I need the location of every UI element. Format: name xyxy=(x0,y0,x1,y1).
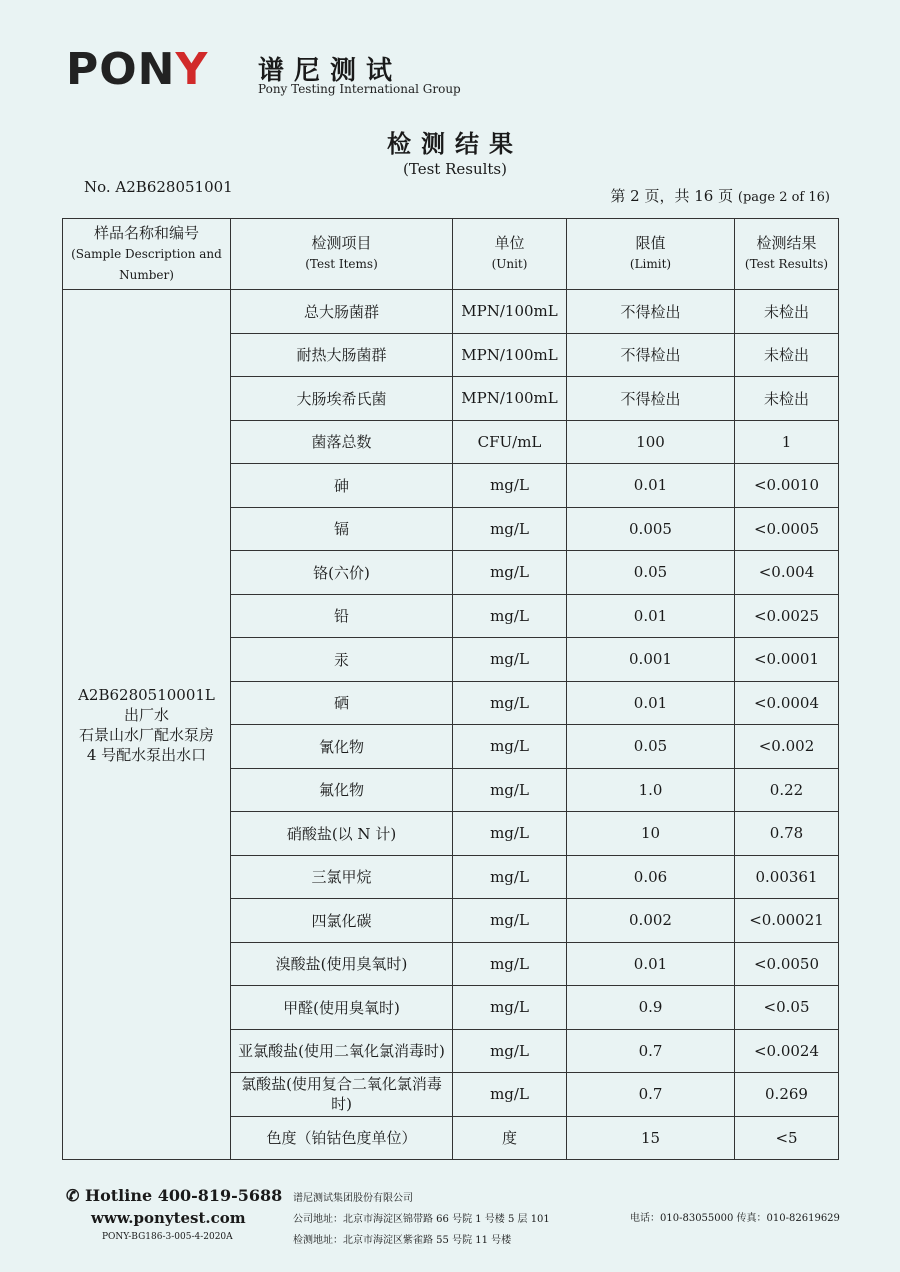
limit: 0.06 xyxy=(567,855,735,899)
test-item: 色度（铂钴色度单位） xyxy=(231,1116,453,1160)
result: 未检出 xyxy=(735,290,839,334)
result: <0.0001 xyxy=(735,638,839,682)
test-item: 耐热大肠菌群 xyxy=(231,333,453,377)
phone-fax: 电话：010-83055000 传真：010-82619629 xyxy=(630,1213,840,1224)
lab-address: 检测地址：北京市海淀区紫雀路 55 号院 11 号楼 xyxy=(293,1235,512,1246)
test-item: 氯酸盐(使用复合二氧化氯消毒时) xyxy=(231,1073,453,1117)
page-indicator xyxy=(610,185,830,206)
test-item: 汞 xyxy=(231,638,453,682)
header-sample-cn: 样品名称和编号 xyxy=(93,223,199,242)
unit: mg/L xyxy=(453,464,567,508)
table-row xyxy=(63,290,839,334)
limit: 0.7 xyxy=(567,1029,735,1073)
company-name: 谱尼测试集团股份有限公司 xyxy=(293,1193,413,1204)
header-unit-cn: 单位 xyxy=(494,234,525,252)
table-header-row xyxy=(63,219,839,290)
limit: 0.01 xyxy=(567,464,735,508)
unit: MPN/100mL xyxy=(453,333,567,377)
test-item: 氟化物 xyxy=(231,768,453,812)
result: 0.78 xyxy=(735,812,839,856)
limit: 100 xyxy=(567,420,735,464)
limit: 0.9 xyxy=(567,986,735,1030)
unit: mg/L xyxy=(453,1029,567,1073)
unit: 度 xyxy=(453,1116,567,1160)
phone-icon: ✆ xyxy=(66,1186,80,1205)
unit: mg/L xyxy=(453,899,567,943)
unit: mg/L xyxy=(453,812,567,856)
header-sample-en: (Sample Description and Number) xyxy=(71,246,222,282)
test-item: 氰化物 xyxy=(231,725,453,769)
test-item: 镉 xyxy=(231,507,453,551)
page-indicator-en: (page 2 of 16) xyxy=(737,190,830,205)
company-address: 公司地址：北京市海淀区锦带路 66 号院 1 号楼 5 层 101 xyxy=(293,1214,550,1225)
header-limit xyxy=(567,219,735,290)
company-logo xyxy=(66,44,209,95)
result: <0.0010 xyxy=(735,464,839,508)
result: <0.0050 xyxy=(735,942,839,986)
hotline xyxy=(66,1186,282,1205)
unit: MPN/100mL xyxy=(453,290,567,334)
logo-english-name: Pony Testing International Group xyxy=(258,82,461,96)
header-result xyxy=(735,219,839,290)
results-table xyxy=(62,218,839,1160)
sample-location: 石景山水厂配水泵房 xyxy=(78,725,214,744)
unit: mg/L xyxy=(453,768,567,812)
unit: mg/L xyxy=(453,725,567,769)
report-number: No. A2B628051001 xyxy=(84,178,233,196)
limit: 0.001 xyxy=(567,638,735,682)
website-link[interactable]: www.ponytest.com xyxy=(91,1209,246,1227)
result: 未检出 xyxy=(735,377,839,421)
test-item: 砷 xyxy=(231,464,453,508)
header-test-items-en: (Test Items) xyxy=(305,257,378,271)
limit: 1.0 xyxy=(567,768,735,812)
unit: mg/L xyxy=(453,855,567,899)
header-limit-cn: 限值 xyxy=(635,234,666,252)
result: 0.269 xyxy=(735,1073,839,1117)
header-test-items-cn: 检测项目 xyxy=(311,234,372,252)
limit: 不得检出 xyxy=(567,290,735,334)
limit: 0.002 xyxy=(567,899,735,943)
test-item: 菌落总数 xyxy=(231,420,453,464)
footer-contact xyxy=(66,1186,282,1242)
unit: mg/L xyxy=(453,1073,567,1117)
unit: mg/L xyxy=(453,942,567,986)
header-limit-en: (Limit) xyxy=(629,257,672,271)
limit: 0.7 xyxy=(567,1073,735,1117)
test-item: 四氯化碳 xyxy=(231,899,453,943)
unit: mg/L xyxy=(453,986,567,1030)
limit: 不得检出 xyxy=(567,333,735,377)
test-item: 大肠埃希氏菌 xyxy=(231,377,453,421)
limit: 15 xyxy=(567,1116,735,1160)
result: <0.004 xyxy=(735,551,839,595)
result: 0.22 xyxy=(735,768,839,812)
sample-location-detail: 4 号配水泵出水口 xyxy=(86,745,207,764)
sample-id: A2B6280510001L xyxy=(78,685,215,704)
logo-text: PONY xyxy=(66,44,209,95)
header-unit xyxy=(453,219,567,290)
test-item: 三氯甲烷 xyxy=(231,855,453,899)
document-subtitle: (Test Results) xyxy=(403,160,507,178)
logo-wordmark xyxy=(66,44,209,95)
unit: mg/L xyxy=(453,681,567,725)
header-unit-en: (Unit) xyxy=(491,257,528,271)
unit: mg/L xyxy=(453,638,567,682)
limit: 10 xyxy=(567,812,735,856)
limit: 0.01 xyxy=(567,681,735,725)
limit: 0.01 xyxy=(567,942,735,986)
hotline-text: Hotline 400-819-5688 xyxy=(84,1186,283,1205)
result: <5 xyxy=(735,1116,839,1160)
result: <0.0005 xyxy=(735,507,839,551)
test-item: 硒 xyxy=(231,681,453,725)
result: <0.0024 xyxy=(735,1029,839,1073)
unit: MPN/100mL xyxy=(453,377,567,421)
test-item: 总大肠菌群 xyxy=(231,290,453,334)
limit: 0.01 xyxy=(567,594,735,638)
result: <0.002 xyxy=(735,725,839,769)
header-result-en: (Test Results) xyxy=(744,257,829,271)
result: <0.05 xyxy=(735,986,839,1030)
result: 未检出 xyxy=(735,333,839,377)
result: <0.00021 xyxy=(735,899,839,943)
unit: mg/L xyxy=(453,507,567,551)
sample-cell xyxy=(63,290,231,1160)
footer-company-info xyxy=(293,1188,550,1251)
test-item: 亚氯酸盐(使用二氧化氯消毒时) xyxy=(231,1029,453,1073)
unit: mg/L xyxy=(453,594,567,638)
header-test-items xyxy=(231,219,453,290)
form-code: PONY-BG186-3-005-4-2020A xyxy=(102,1232,233,1242)
result: <0.0004 xyxy=(735,681,839,725)
limit: 0.05 xyxy=(567,725,735,769)
document-title: 检测结果 xyxy=(387,130,523,158)
test-item: 铬(六价) xyxy=(231,551,453,595)
limit: 0.005 xyxy=(567,507,735,551)
header-sample xyxy=(63,219,231,290)
result: <0.0025 xyxy=(735,594,839,638)
test-item: 甲醛(使用臭氧时) xyxy=(231,986,453,1030)
sample-type: 出厂水 xyxy=(123,705,169,724)
unit: CFU/mL xyxy=(453,420,567,464)
header-result-cn: 检测结果 xyxy=(756,234,817,252)
result: 1 xyxy=(735,420,839,464)
limit: 0.05 xyxy=(567,551,735,595)
unit: mg/L xyxy=(453,551,567,595)
test-item: 溴酸盐(使用臭氧时) xyxy=(231,942,453,986)
result: 0.00361 xyxy=(735,855,839,899)
limit: 不得检出 xyxy=(567,377,735,421)
test-item: 硝酸盐(以 N 计) xyxy=(231,812,453,856)
test-item: 铅 xyxy=(231,594,453,638)
page-indicator-cn: 第 2 页，共 16 页 xyxy=(610,187,734,205)
logo-chinese-name: 谱尼测试 xyxy=(258,56,403,86)
